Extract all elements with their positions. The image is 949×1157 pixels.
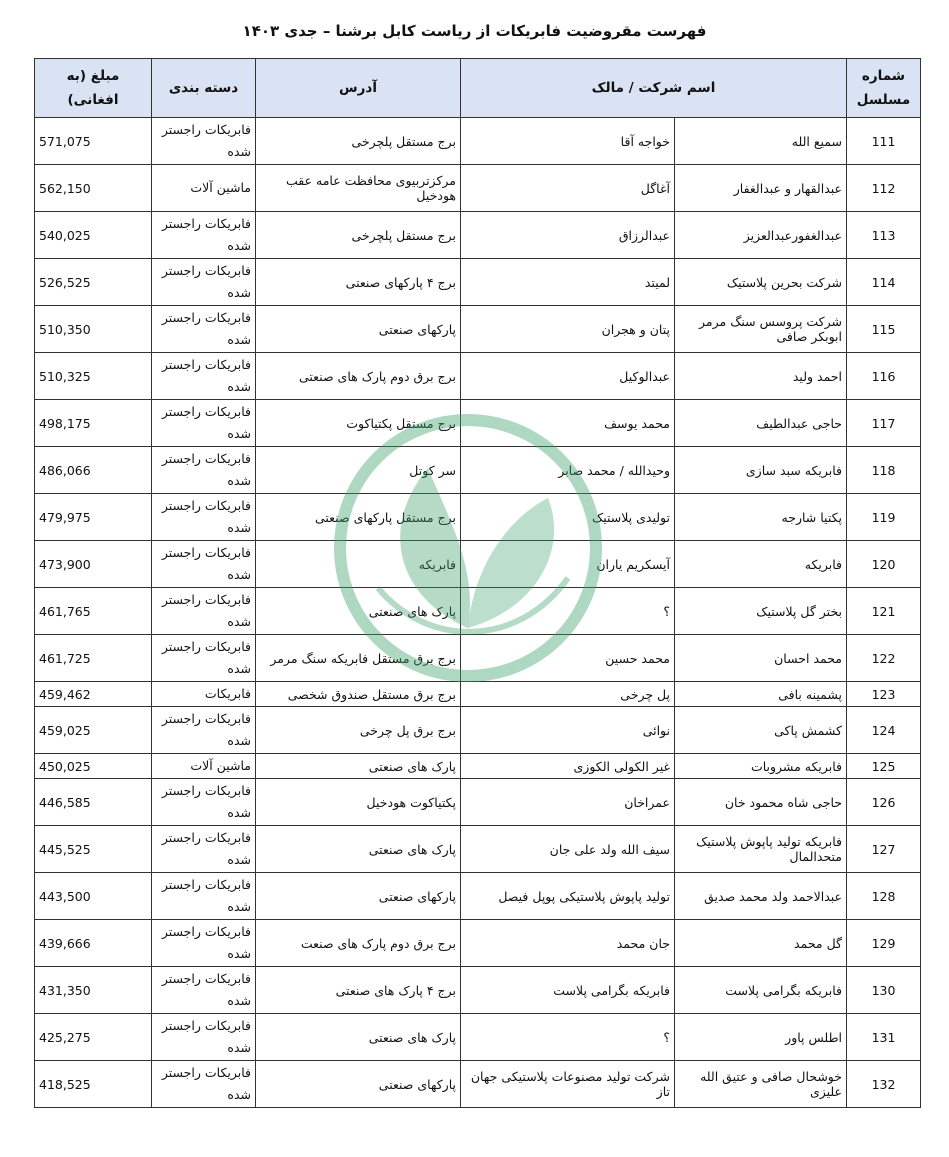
serial-cell: 121 bbox=[847, 588, 921, 635]
category-cell: فابریکات راجستر شده bbox=[152, 1061, 256, 1108]
category-cell: فابریکات راجستر شده bbox=[152, 826, 256, 873]
company-name-cell: اطلس پاور bbox=[675, 1014, 847, 1061]
serial-cell: 111 bbox=[847, 118, 921, 165]
table-row bbox=[35, 588, 921, 635]
table-row bbox=[35, 306, 921, 353]
category-cell: فابریکات راجستر شده bbox=[152, 635, 256, 682]
amount-cell: 486,066 bbox=[35, 447, 152, 494]
company-name-cell: حاجی شاه محمود خان bbox=[675, 779, 847, 826]
company-name-cell: سمیع الله bbox=[675, 118, 847, 165]
table-row bbox=[35, 118, 921, 165]
address-cell: پارکهای صنعتی bbox=[256, 1061, 461, 1108]
serial-cell: 116 bbox=[847, 353, 921, 400]
owner-cell: ؟ bbox=[461, 1014, 675, 1061]
address-cell: برج برق مستقل صندوق شخصی bbox=[256, 682, 461, 707]
category-cell: فابریکات راجستر شده bbox=[152, 1014, 256, 1061]
category-cell: فابریکات راجستر شده bbox=[152, 306, 256, 353]
category-cell: فابریکات راجستر شده bbox=[152, 259, 256, 306]
serial-cell: 128 bbox=[847, 873, 921, 920]
amount-cell: 450,025 bbox=[35, 754, 152, 779]
table-row bbox=[35, 447, 921, 494]
serial-cell: 126 bbox=[847, 779, 921, 826]
amount-cell: 473,900 bbox=[35, 541, 152, 588]
company-name-cell: عبدالقهار و عبدالغفار bbox=[675, 165, 847, 212]
address-cell: مرکزتربیوی محافظت عامه عقب هودخیل bbox=[256, 165, 461, 212]
address-cell: برج برق مستقل فابریکه سنگ مرمر bbox=[256, 635, 461, 682]
table-row bbox=[35, 707, 921, 754]
amount-cell: 443,500 bbox=[35, 873, 152, 920]
address-cell: پکتیاکوت هودخیل bbox=[256, 779, 461, 826]
header-category: دسته بندی bbox=[152, 59, 256, 118]
amount-cell: 479,975 bbox=[35, 494, 152, 541]
owner-cell: ؟ bbox=[461, 588, 675, 635]
address-cell: پارک های صنعتی bbox=[256, 1014, 461, 1061]
serial-cell: 122 bbox=[847, 635, 921, 682]
company-name-cell: فابریکه سبد سازی bbox=[675, 447, 847, 494]
address-cell: برج مستقل پلچرخی bbox=[256, 212, 461, 259]
amount-cell: 461,765 bbox=[35, 588, 152, 635]
table-body bbox=[35, 118, 921, 1108]
amount-cell: 446,585 bbox=[35, 779, 152, 826]
table-row bbox=[35, 1061, 921, 1108]
amount-cell: 425,275 bbox=[35, 1014, 152, 1061]
table-row bbox=[35, 165, 921, 212]
category-cell: فابریکات راجستر شده bbox=[152, 779, 256, 826]
table-row bbox=[35, 779, 921, 826]
serial-cell: 117 bbox=[847, 400, 921, 447]
address-cell: برج برق دوم پارک های صنعتی bbox=[256, 353, 461, 400]
company-name-cell: فابریکه بگرامی پلاست bbox=[675, 967, 847, 1014]
table-row bbox=[35, 873, 921, 920]
category-cell: فابریکات راجستر شده bbox=[152, 118, 256, 165]
company-name-cell: شرکت بحرین پلاستیک bbox=[675, 259, 847, 306]
serial-cell: 124 bbox=[847, 707, 921, 754]
owner-cell: فابریکه بگرامی پلاست bbox=[461, 967, 675, 1014]
table-row bbox=[35, 494, 921, 541]
company-name-cell: کشمش پاکی bbox=[675, 707, 847, 754]
address-cell: پارک های صنعتی bbox=[256, 754, 461, 779]
serial-cell: 114 bbox=[847, 259, 921, 306]
category-cell: فابریکات راجستر شده bbox=[152, 212, 256, 259]
table-row bbox=[35, 541, 921, 588]
serial-cell: 131 bbox=[847, 1014, 921, 1061]
table-row bbox=[35, 754, 921, 779]
company-name-cell: حاجی عبدالطیف bbox=[675, 400, 847, 447]
company-name-cell: فابریکه مشروبات bbox=[675, 754, 847, 779]
address-cell: سر کوتل bbox=[256, 447, 461, 494]
serial-cell: 119 bbox=[847, 494, 921, 541]
table-row bbox=[35, 400, 921, 447]
owner-cell: پل چرخی bbox=[461, 682, 675, 707]
company-name-cell: گل محمد bbox=[675, 920, 847, 967]
table-row bbox=[35, 259, 921, 306]
owner-cell: وحیدالله / محمد صابر bbox=[461, 447, 675, 494]
address-cell: برج مستقل پارکهای صنعتی bbox=[256, 494, 461, 541]
amount-cell: 526,525 bbox=[35, 259, 152, 306]
serial-cell: 130 bbox=[847, 967, 921, 1014]
amount-cell: 431,350 bbox=[35, 967, 152, 1014]
amount-cell: 510,350 bbox=[35, 306, 152, 353]
amount-cell: 445,525 bbox=[35, 826, 152, 873]
company-name-cell: شرکت پروسس سنگ مرمر ابوبکر صافی bbox=[675, 306, 847, 353]
owner-cell: لمیتد bbox=[461, 259, 675, 306]
amount-cell: 439,666 bbox=[35, 920, 152, 967]
amount-cell: 571,075 bbox=[35, 118, 152, 165]
table-row bbox=[35, 212, 921, 259]
owner-cell: عبدالرزاق bbox=[461, 212, 675, 259]
owner-cell: تولید پاپوش پلاستیکی پوپل فیصل bbox=[461, 873, 675, 920]
address-cell: برج برق پل چرخی bbox=[256, 707, 461, 754]
header-company: اسم شرکت / مالک bbox=[461, 59, 847, 118]
header-row bbox=[35, 59, 921, 118]
address-cell: پارکهای صنعتی bbox=[256, 306, 461, 353]
amount-cell: 540,025 bbox=[35, 212, 152, 259]
owner-cell: آغاگل bbox=[461, 165, 675, 212]
table-row bbox=[35, 1014, 921, 1061]
company-name-cell: پکتیا شارجه bbox=[675, 494, 847, 541]
owner-cell: عبدالوکیل bbox=[461, 353, 675, 400]
owner-cell: آیسکریم یاران bbox=[461, 541, 675, 588]
owner-cell: شرکت تولید مصنوعات پلاستیکی جهان تاز bbox=[461, 1061, 675, 1108]
category-cell: ماشین آلات bbox=[152, 754, 256, 779]
address-cell: پارکهای صنعتی bbox=[256, 873, 461, 920]
owner-cell: محمد یوسف bbox=[461, 400, 675, 447]
header-amount: مبلغ (به افغانی) bbox=[35, 59, 152, 118]
table-row bbox=[35, 967, 921, 1014]
address-cell: برج مستقل پکتیاکوت bbox=[256, 400, 461, 447]
owner-cell: خواجه آقا bbox=[461, 118, 675, 165]
company-name-cell: فابریکه bbox=[675, 541, 847, 588]
serial-cell: 120 bbox=[847, 541, 921, 588]
table-row bbox=[35, 635, 921, 682]
amount-cell: 459,462 bbox=[35, 682, 152, 707]
amount-cell: 418,525 bbox=[35, 1061, 152, 1108]
category-cell: فابریکات bbox=[152, 682, 256, 707]
header-serial: شماره مسلسل bbox=[847, 59, 921, 118]
category-cell: فابریکات راجستر شده bbox=[152, 920, 256, 967]
serial-cell: 127 bbox=[847, 826, 921, 873]
serial-cell: 113 bbox=[847, 212, 921, 259]
company-name-cell: عبدالغفورعبدالعزیز bbox=[675, 212, 847, 259]
document-title: فهرست مقروضیت فابریکات از ریاست کابل برشنا – جدی ۱۴۰۳ bbox=[242, 22, 707, 40]
owner-cell: جان محمد bbox=[461, 920, 675, 967]
company-name-cell: احمد ولید bbox=[675, 353, 847, 400]
header-address: آدرس bbox=[256, 59, 461, 118]
amount-cell: 461,725 bbox=[35, 635, 152, 682]
address-cell: برج ۴ پارکهای صنعتی bbox=[256, 259, 461, 306]
address-cell: پارک های صنعتی bbox=[256, 588, 461, 635]
company-name-cell: پشمینه بافی bbox=[675, 682, 847, 707]
owner-cell: محمد حسین bbox=[461, 635, 675, 682]
serial-cell: 123 bbox=[847, 682, 921, 707]
amount-cell: 459,025 bbox=[35, 707, 152, 754]
owner-cell: تولیدی پلاستیک bbox=[461, 494, 675, 541]
amount-cell: 510,325 bbox=[35, 353, 152, 400]
serial-cell: 129 bbox=[847, 920, 921, 967]
category-cell: ماشین آلات bbox=[152, 165, 256, 212]
table-row bbox=[35, 920, 921, 967]
table-row bbox=[35, 353, 921, 400]
address-cell: برج برق دوم پارک های صنعت bbox=[256, 920, 461, 967]
category-cell: فابریکات راجستر شده bbox=[152, 588, 256, 635]
category-cell: فابریکات راجستر شده bbox=[152, 400, 256, 447]
address-cell: برج مستقل پلچرخی bbox=[256, 118, 461, 165]
owner-cell: عمراخان bbox=[461, 779, 675, 826]
category-cell: فابریکات راجستر شده bbox=[152, 447, 256, 494]
category-cell: فابریکات راجستر شده bbox=[152, 707, 256, 754]
serial-cell: 132 bbox=[847, 1061, 921, 1108]
serial-cell: 125 bbox=[847, 754, 921, 779]
table-row bbox=[35, 682, 921, 707]
company-name-cell: محمد احسان bbox=[675, 635, 847, 682]
debt-table bbox=[34, 58, 921, 1108]
amount-cell: 562,150 bbox=[35, 165, 152, 212]
company-name-cell: فابریکه تولید پاپوش پلاستیک متحدالمال bbox=[675, 826, 847, 873]
company-name-cell: خوشحال صافی و عتیق الله علیزی bbox=[675, 1061, 847, 1108]
address-cell: فابریکه bbox=[256, 541, 461, 588]
serial-cell: 115 bbox=[847, 306, 921, 353]
category-cell: فابریکات راجستر شده bbox=[152, 494, 256, 541]
serial-cell: 118 bbox=[847, 447, 921, 494]
owner-cell: سیف الله ولد علی جان bbox=[461, 826, 675, 873]
category-cell: فابریکات راجستر شده bbox=[152, 967, 256, 1014]
amount-cell: 498,175 bbox=[35, 400, 152, 447]
table-row bbox=[35, 826, 921, 873]
owner-cell: غیر الکولی الکوزی bbox=[461, 754, 675, 779]
category-cell: فابریکات راجستر شده bbox=[152, 873, 256, 920]
owner-cell: نوائی bbox=[461, 707, 675, 754]
address-cell: پارک های صنعتی bbox=[256, 826, 461, 873]
owner-cell: پتان و هجران bbox=[461, 306, 675, 353]
company-name-cell: عبدالاحمد ولد محمد صدیق bbox=[675, 873, 847, 920]
company-name-cell: بختر گل پلاستیک bbox=[675, 588, 847, 635]
category-cell: فابریکات راجستر شده bbox=[152, 353, 256, 400]
address-cell: برج ۴ پارک های صنعتی bbox=[256, 967, 461, 1014]
category-cell: فابریکات راجستر شده bbox=[152, 541, 256, 588]
serial-cell: 112 bbox=[847, 165, 921, 212]
